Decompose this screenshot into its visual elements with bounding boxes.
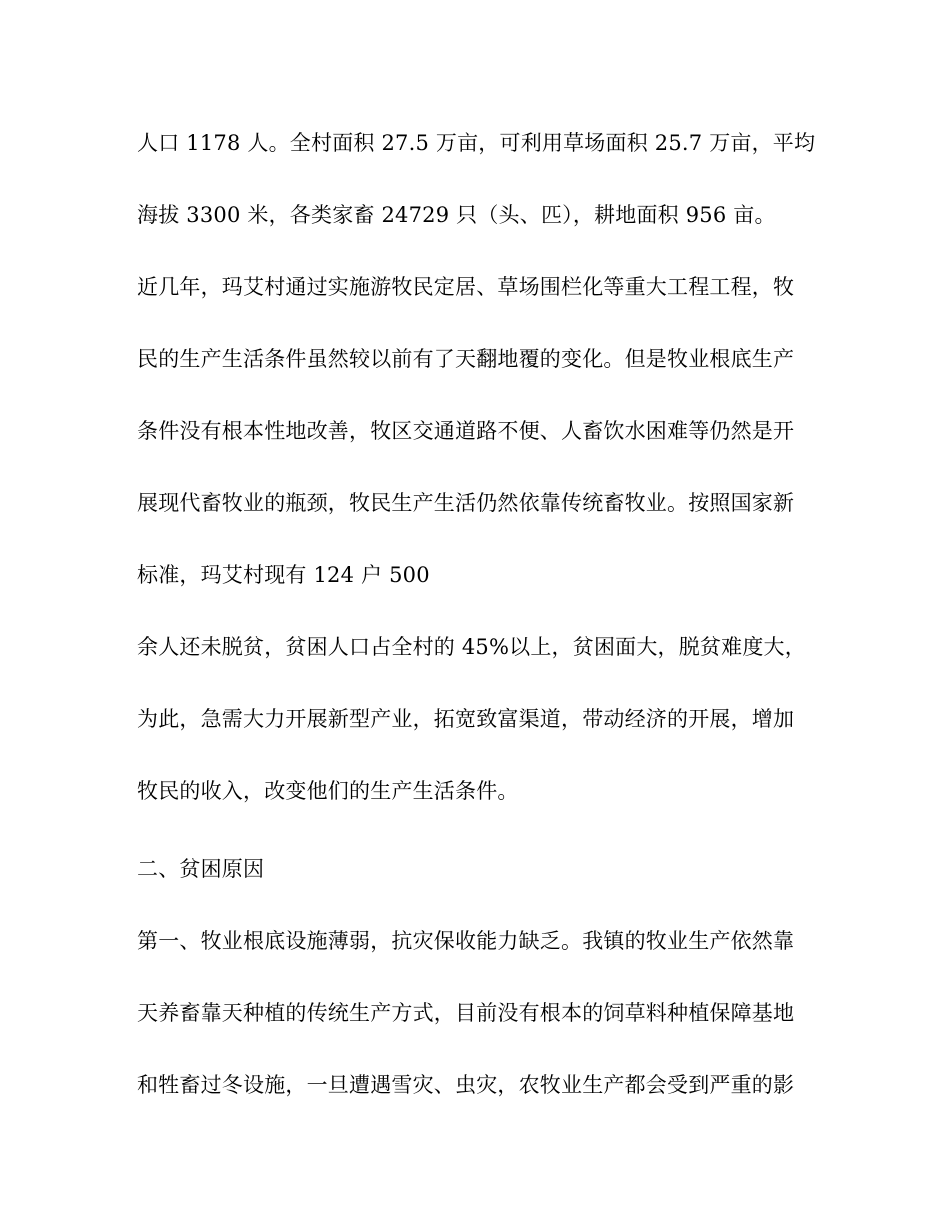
text-line: 海拔 3300 米，各类家畜 24729 只（头、匹），耕地面积 956 亩。 (137, 203, 776, 227)
text-line: 为此，急需大力开展新型产业，拓宽致富渠道，带动经济的开展，增加 (137, 707, 795, 731)
text-line: 标准，玛艾村现有 124 户 500 (137, 563, 430, 587)
text-line: 展现代畜牧业的瓶颈，牧民生产生活仍然依靠传统畜牧业。按照国家新 (137, 491, 795, 515)
section-heading: 二、贫困原因 (137, 857, 265, 881)
text-line: 牧民的收入，改变他们的生产生活条件。 (137, 779, 519, 803)
text-line: 余人还未脱贫，贫困人口占全村的 45%以上，贫困面大，脱贫难度大， (137, 635, 806, 659)
text-line: 和牲畜过冬设施，一旦遭遇雪灾、虫灾，农牧业生产都会受到严重的影 (137, 1073, 795, 1097)
text-line: 人口 1178 人。全村面积 27.5 万亩，可利用草场面积 25.7 万亩，平均 (137, 131, 816, 155)
text-line: 近几年，玛艾村通过实施游牧民定居、草场围栏化等重大工程工程，牧 (137, 275, 795, 299)
text-line: 民的生产生活条件虽然较以前有了天翻地覆的变化。但是牧业根底生产 (137, 347, 795, 371)
text-line: 条件没有根本性地改善，牧区交通道路不便、人畜饮水困难等仍然是开 (137, 419, 795, 443)
text-line: 第一、牧业根底设施薄弱，抗灾保收能力缺乏。我镇的牧业生产依然靠 (137, 929, 795, 953)
text-line: 天养畜靠天种植的传统生产方式，目前没有根本的饲草料种植保障基地 (137, 1001, 795, 1025)
